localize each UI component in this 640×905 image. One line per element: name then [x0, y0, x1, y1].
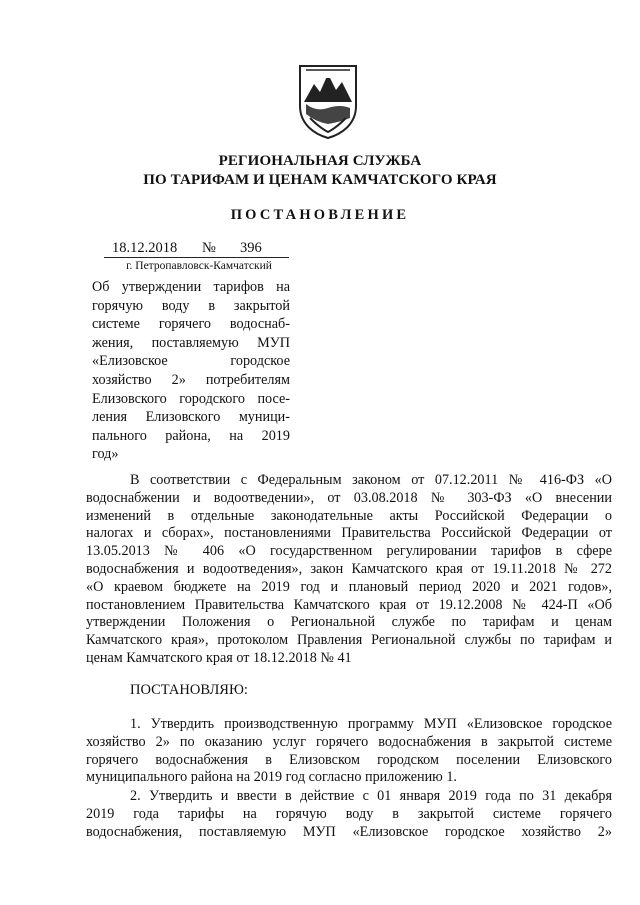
subject-line: год» — [92, 446, 119, 463]
document-type: ПОСТАНОВЛЕНИЕ — [230, 207, 410, 223]
document-subject — [92, 278, 290, 464]
subject-line: жения, поставляемую МУП — [92, 334, 290, 351]
kamchatka-coat-of-arms-icon — [296, 62, 360, 140]
paragraph-line: В соответствии с Федеральным законом от 07.12.2011 № 416-ФЗ «О — [130, 472, 612, 488]
preamble-paragraph — [86, 472, 612, 668]
subject-line: «Елизовское городское — [92, 353, 290, 370]
paragraph-line: постановлением Правительства Камчатского края от 19.12.2008 № 424-П «Об — [86, 596, 612, 613]
paragraph-line: горячего водоснабжения в Елизовском городском поселении Елизовского — [86, 751, 612, 768]
number-sign: № — [202, 240, 216, 256]
subject-line: ления Елизовского муници- — [92, 409, 290, 426]
paragraph-line: водоснабжения и водоотведения», закон Камчатского края от 19.11.2018 № 272 — [86, 560, 612, 577]
subject-line: хозяйство 2» потребителям — [92, 371, 290, 388]
paragraph-line: налогах и сборах», постановлениями Правительства Российской Федерации от — [86, 525, 612, 542]
paragraph-line: водоснабжении и водоотведении», от 03.08.2018 № 303-ФЗ «О внесении — [86, 489, 612, 506]
document-city: г. Петропавловск-Камчатский — [126, 260, 272, 272]
item-1-paragraph — [86, 716, 612, 787]
document-date: 18.12.2018 — [112, 240, 178, 256]
paragraph-line: 2019 года тарифы на горячую воду в закрытой системе горячего — [86, 805, 612, 822]
subject-line: пального района, на 2019 — [92, 427, 290, 444]
resolve-word: ПОСТАНОВЛЯЮ: — [130, 682, 248, 698]
subject-line: системе горячего водоснаб- — [92, 316, 290, 333]
paragraph-line: ценам Камчатского края от 18.12.2018 № 41 — [86, 649, 352, 666]
paragraph-line: утверждении Положения о Региональной службе по тарифам и ценам — [86, 614, 612, 631]
underline — [104, 257, 289, 258]
paragraph-line: муниципального района на 2019 год согласно приложению 1. — [86, 769, 457, 786]
date-number-row — [104, 240, 289, 258]
item-2-paragraph — [86, 788, 612, 841]
subject-line: Елизовского городского посе- — [92, 390, 290, 407]
header-line-1: РЕГИОНАЛЬНАЯ СЛУЖБА — [218, 153, 422, 169]
paragraph-line: водоснабжения, поставляемую МУП «Елизовское городское хозяйство 2» — [86, 823, 612, 840]
document-number: 396 — [240, 240, 262, 256]
subject-line: горячую воду в закрытой — [92, 297, 290, 314]
paragraph-line: Камчатского края», протоколом Правления Региональной службы по тарифам и — [86, 632, 612, 649]
paragraph-line: хозяйство 2» по оказанию услуг горячего водоснабжения в закрытой системе — [86, 733, 612, 750]
paragraph-line: 2. Утвердить и ввести в действие с 01 января 2019 года по 31 декабря — [130, 788, 612, 804]
paragraph-line: изменений в отдельные законодательные акты Российской Федерации о — [86, 507, 612, 524]
subject-line: Об утверждении тарифов на — [92, 279, 290, 295]
paragraph-line: 1. Утвердить производственную программу МУП «Елизовское городское — [130, 716, 612, 732]
organization-header — [0, 152, 640, 190]
header-line-2: ПО ТАРИФАМ И ЦЕНАМ КАМЧАТСКОГО КРАЯ — [143, 172, 497, 188]
paragraph-line: 13.05.2013 № 406 «О государственном регулировании тарифов в сфере — [86, 543, 612, 560]
paragraph-line: «О краевом бюджете на 2019 год и плановый период 2020 и 2021 годов», — [86, 578, 612, 595]
